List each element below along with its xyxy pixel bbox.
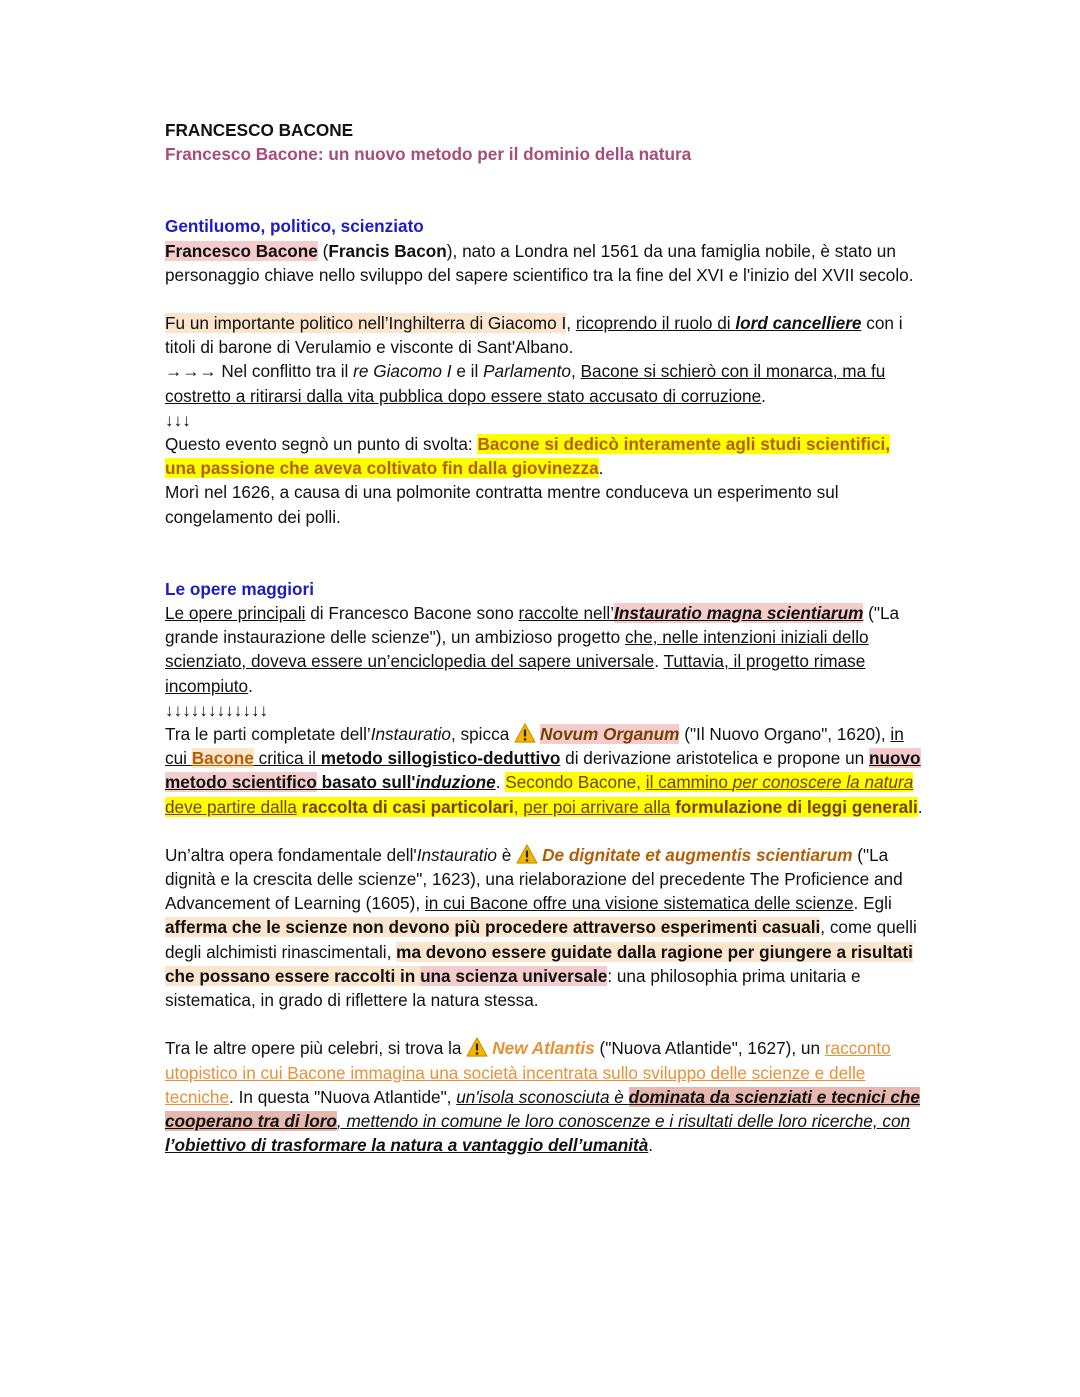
paragraph-instauratio: Le opere principali di Francesco Bacone sono raccolte nell’Instauratio magna scientiarum ("La grande instaurazione delle scienze"), un ambizioso progetto che, nelle intenzioni iniziali dello scienziato, doveva essere un’enciclopedia del sapere universale. Tuttavia, il progetto rimase incompiuto.: [165, 603, 900, 696]
document-page: [165, 118, 925, 1157]
section-heading-works: Le opere maggiori: [165, 578, 314, 599]
page-title: FRANCESCO BACONE: [165, 120, 354, 140]
paragraph-conflict: →→→ Nel conflitto tra il re Giacomo I e il Parlamento, Bacone si schierò con il monarca, ma fu costretto a ritirarsi dalla vita pubblica dopo essere stato accusato di corruzione.: [165, 361, 886, 406]
paragraph-intro: Francesco Bacone (Francis Bacon), nato a Londra nel 1561 da una famiglia nobile, è stato un personaggio chiave nello sviluppo del sapere scientifico tra la fine del XVI e l'inizio del XVII secolo.: [165, 240, 914, 285]
paragraph-death: Morì nel 1626, a causa di una polmonite contratta mentre conduceva un esperimento sul congelamento dei polli.: [165, 482, 839, 527]
paragraph-turning-point: Questo evento segnò un punto di svolta: Bacone si dedicò interamente agli studi scientifici, una passione che aveva coltivato fin dalla giovinezza.: [165, 434, 891, 479]
paragraph-new-atlantis: Tra le altre opere più celebri, si trova la New Atlantis ("Nuova Atlantide", 1627), un racconto utopistico in cui Bacone immagina una società incentrata sullo sviluppo delle scienze e delle tecniche. In questa "Nuova Atlantide", un'isola sconosciuta è dominata da scienziati e tecnici che cooperano tra di loro, mettendo in comune le loro conoscenze e i risultati delle loro ricerche, con l’obiettivo di trasformare la natura a vantaggio dell’umanità.: [165, 1038, 920, 1156]
down-arrows-long: ↓↓↓↓↓↓↓↓↓↓↓↓: [165, 699, 269, 720]
warning-icon: [514, 723, 536, 743]
warning-icon: [466, 1037, 488, 1057]
page-subtitle: Francesco Bacone: un nuovo metodo per il dominio della natura: [165, 144, 692, 165]
paragraph-politics: Fu un importante politico nell’Inghilterra di Giacomo I, ricoprendo il ruolo di lord cancelliere con i titoli di barone di Verulamio e visconte di Sant'Albano.: [165, 313, 903, 358]
name-highlight: Francesco Bacone: [165, 240, 318, 261]
paragraph-novum-organum: Tra le parti completate dell’Instauratio, spicca Novum Organum ("Il Nuovo Organo", 1620), in cui Bacone critica il metodo sillogistico-deduttivo di derivazione aristotelica e propone un nuovo metodo scientifico basato sull'induzione. Secondo Bacone, il cammino per conoscere la natura deve partire dalla raccolta di casi particolari, per poi arrivare alla formulazione di leggi generali.: [165, 724, 923, 817]
paragraph-de-dignitate: Un’altra opera fondamentale dell'Instauratio è De dignitate et augmentis scientiarum ("La dignità e la crescita delle scienze", 1623), una rielaborazione del precedente The Proficience and Advancement of Learning (1605), in cui Bacone offre una visione sistematica delle scienze. Egli afferma che le scienze non devono più procedere attraverso esperimenti casuali, come quelli degli alchimisti rinascimentali, ma devono essere guidate dalla ragione per giungere a risultati che possano essere raccolti in una scienza universale: una philosophia prima unitaria e sistematica, in grado di riflettere la natura stessa.: [165, 844, 917, 1011]
warning-icon: [516, 844, 538, 864]
section-heading-biography: Gentiluomo, politico, scienziato: [165, 216, 424, 237]
down-arrows: ↓↓↓: [165, 409, 191, 430]
english-name: Francis Bacon: [328, 240, 447, 261]
